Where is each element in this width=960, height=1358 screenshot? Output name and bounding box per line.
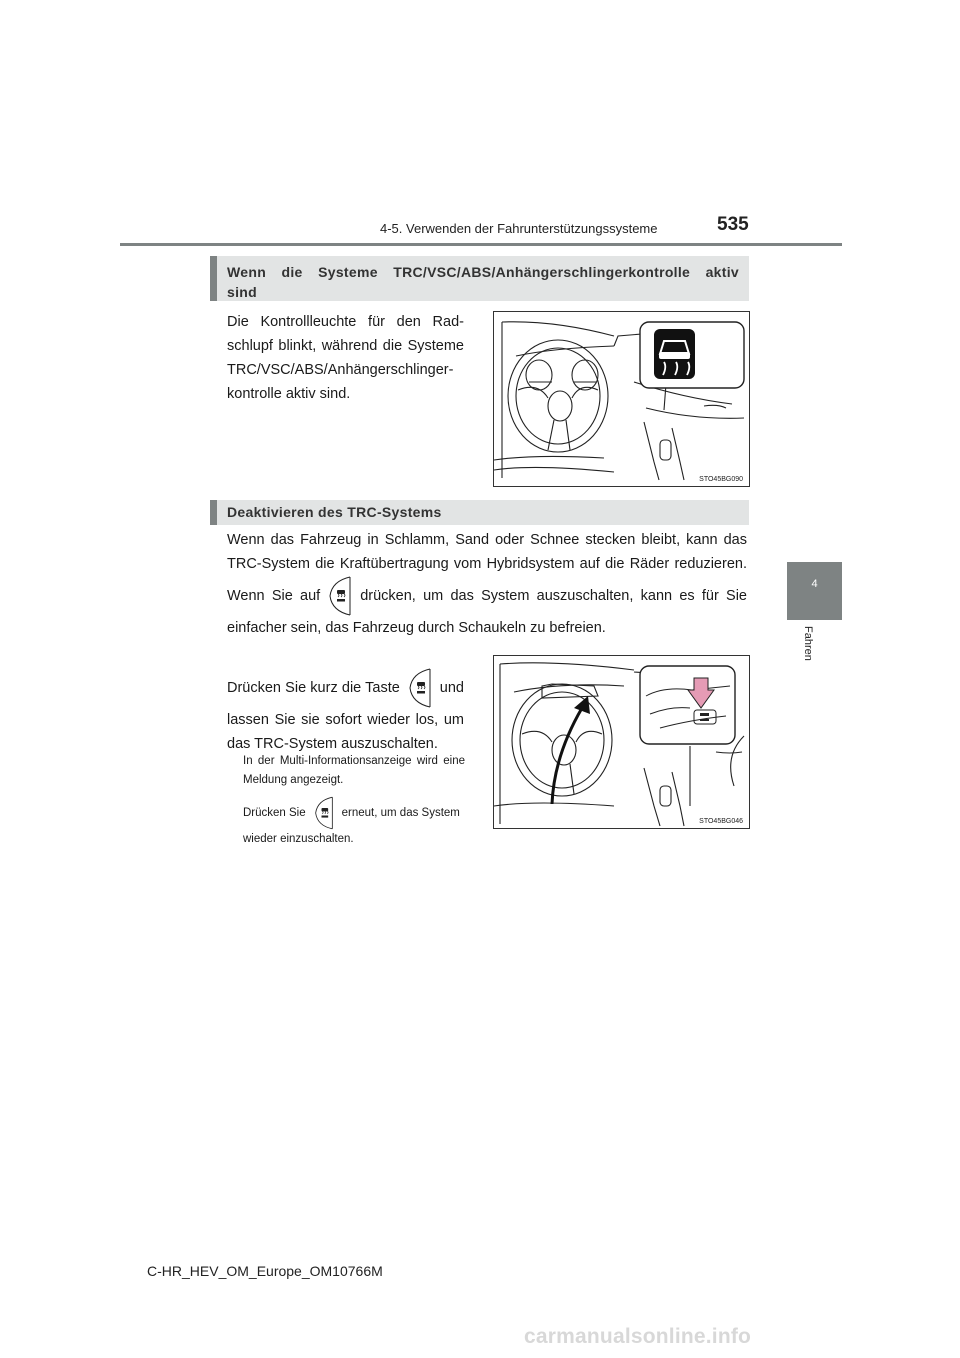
section-heading-line2: sind <box>227 284 257 300</box>
footer-doc-id: C-HR_HEV_OM_Europe_OM10766M <box>147 1263 383 1279</box>
figure-code: STO45BG046 <box>699 818 743 825</box>
running-header: 4-5. Verwenden der Fahrunterstützungssysteme <box>380 221 658 236</box>
note2-text-part2: erneut, um das System wieder einzuschalten. <box>243 807 460 845</box>
trc-button-location-illustration <box>494 656 749 828</box>
page-number: 535 <box>717 214 749 235</box>
trc-description <box>227 528 747 640</box>
slip-indicator-description: Die Kontrollleuchte für den Radschlupf blinkt, während die Systeme TRC/VSC/ABS/Anhängerschlingerkontrolle aktiv sind. <box>227 314 464 402</box>
trc-text-part1: Wenn das Fahrzeug in Schlamm, Sand oder Schnee stecken bleibt, kann das TRC-System die Kraftübertragung vom Hybridsystem auf die Räder reduzieren. Wenn Sie auf <box>227 532 747 604</box>
trc-off-button-icon <box>408 668 432 708</box>
section-heading-line1: Wenn die Systeme TRC/VSC/ABS/Anhängerschlingerkontrolle aktiv <box>227 264 739 280</box>
header-rule <box>120 243 842 246</box>
chapter-tab <box>787 562 842 620</box>
note2-text-part1: Drücken Sie <box>243 807 306 820</box>
press-text-part1: Drücken Sie kurz die Taste <box>227 679 400 696</box>
trc-button-location-figure <box>493 655 750 829</box>
dashboard-illustration <box>494 312 749 486</box>
watermark: carmanualsonline.info <box>524 1325 752 1348</box>
press-text-part2: und lassen Sie sie sofort wieder los, um das TRC-System auszuschalten. <box>227 679 464 752</box>
slip-indicator-icon <box>654 329 695 379</box>
chapter-label: Fahren <box>802 626 814 661</box>
note-reenable <box>243 796 465 849</box>
trc-text-part2: drücken, um das System auszuschalten, kann es für Sie einfacher sein, das Fahrzeug durch Schaukeln zu befreien. <box>227 587 747 636</box>
chapter-number: 4 <box>811 578 818 590</box>
section-heading-trc: Deaktivieren des TRC-Systems <box>210 500 749 525</box>
press-instruction <box>227 668 464 756</box>
trc-off-button-icon <box>314 796 334 830</box>
dashboard-figure <box>493 311 750 487</box>
figure-code: STO45BG090 <box>699 476 743 483</box>
trc-off-button-icon <box>328 576 352 616</box>
note-message: In der Multi-Informationsanzeige wird eine Meldung angezeigt. <box>243 755 465 786</box>
section-heading-active <box>210 256 749 301</box>
